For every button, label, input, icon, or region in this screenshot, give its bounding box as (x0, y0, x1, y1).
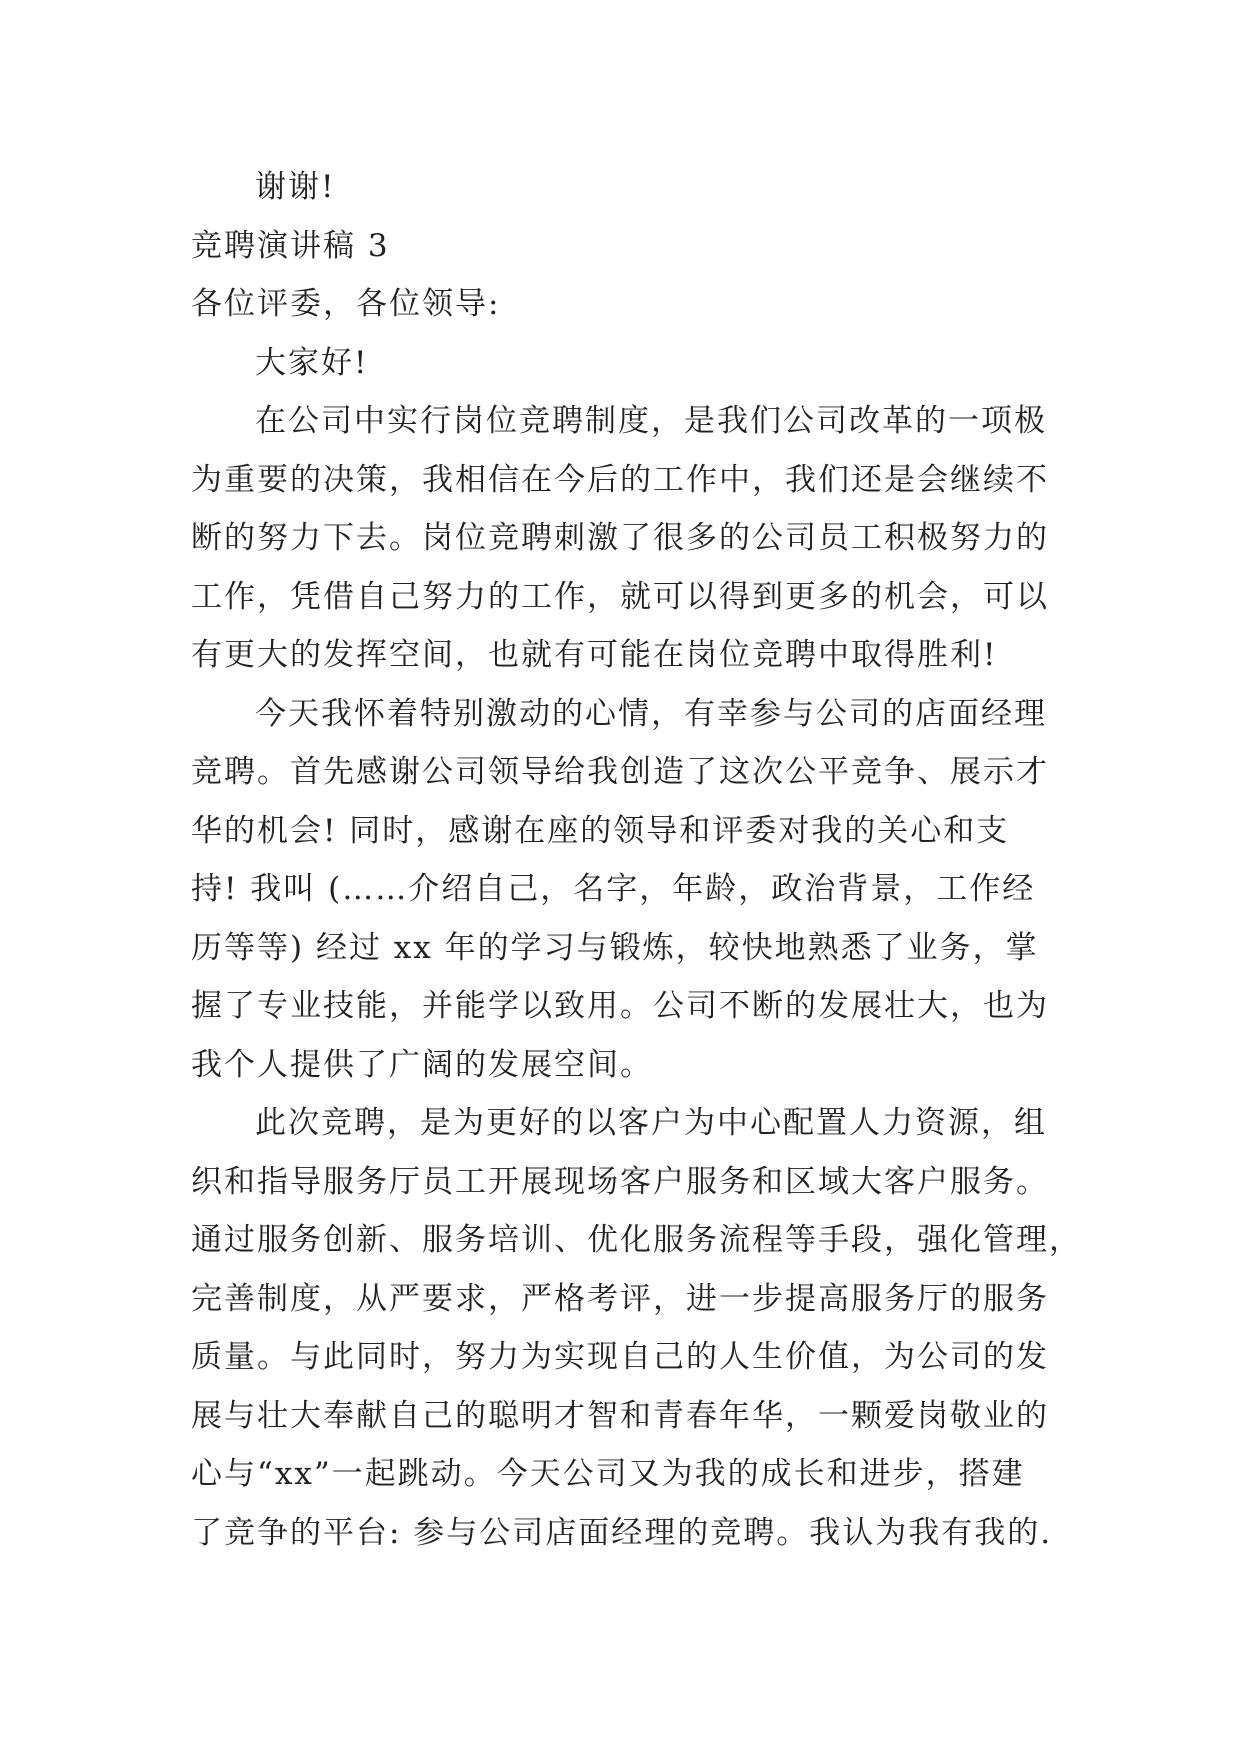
paragraph-3-line-3: 通过服务创新、服务培训、优化服务流程等手段，强化管理， (191, 1222, 1082, 1258)
paragraph-2-line-5: 历等等) 经过 xx 年的学习与锻炼，较快地熟悉了业务，掌 (191, 929, 1039, 966)
paragraph-1-line-5: 有更大的发挥空间，也就有可能在岗位竞聘中取得胜利! (191, 637, 998, 673)
paragraph-1-line-1: 在公司中实行岗位竞聘制度，是我们公司改革的一项极 (255, 403, 1047, 439)
paragraph-2-line-2: 竞聘。首先感谢公司领导给我创造了这次公平竞争、展示才 (191, 754, 1049, 790)
document-body (191, 158, 1082, 1562)
paragraph-3-line-4: 完善制度，从严要求，严格考评，进一步提高服务厅的服务 (191, 1280, 1049, 1317)
paragraph-1-line-2: 为重要的决策，我相信在今后的工作中，我们还是会继续不 (191, 461, 1049, 498)
section-title: 竞聘演讲稿 3 (191, 227, 390, 264)
paragraph-2-line-7: 我个人提供了广阔的发展空间。 (191, 1046, 653, 1083)
paragraph-3-line-8: 了竞争的平台: 参与公司店面经理的竞聘。我认为我有我的. (191, 1514, 1053, 1551)
paragraph-2-line-3: 华的机会! 同时，感谢在座的领导和评委对我的关心和支 (191, 812, 1010, 849)
paragraph-3-line-6: 展与壮大奉献自己的聪明才智和青春年华，一颗爱岗敬业的 (191, 1397, 1049, 1434)
closing-thanks: 谢谢! (255, 169, 336, 205)
salutation: 各位评委，各位领导: (191, 286, 501, 322)
paragraph-1-line-3: 断的努力下去。岗位竞聘刺激了很多的公司员工积极努力的 (191, 520, 1049, 556)
paragraph-3-line-1: 此次竞聘，是为更好的以客户为中心配置人力资源，组 (255, 1105, 1047, 1141)
paragraph-3-line-7: 心与“xx”一起跳动。今天公司又为我的成长和进步，搭建 (191, 1456, 1025, 1492)
paragraph-2-line-4: 持! 我叫 (……介绍自己，名字，年龄，政治背景，工作经 (191, 871, 1036, 907)
paragraph-2-line-6: 握了专业技能，并能学以致用。公司不断的发展壮大，也为 (191, 988, 1049, 1024)
paragraph-1-line-4: 工作，凭借自己努力的工作，就可以得到更多的机会，可以 (191, 578, 1049, 615)
paragraph-3-line-5: 质量。与此同时，努力为实现自己的人生价值，为公司的发 (191, 1339, 1049, 1375)
greeting: 大家好! (255, 344, 369, 381)
paragraph-3-line-2: 织和指导服务厅员工开展现场客户服务和区域大客户服务。 (191, 1163, 1049, 1200)
paragraph-2-line-1: 今天我怀着特别激动的心情，有幸参与公司的店面经理 (255, 695, 1047, 732)
